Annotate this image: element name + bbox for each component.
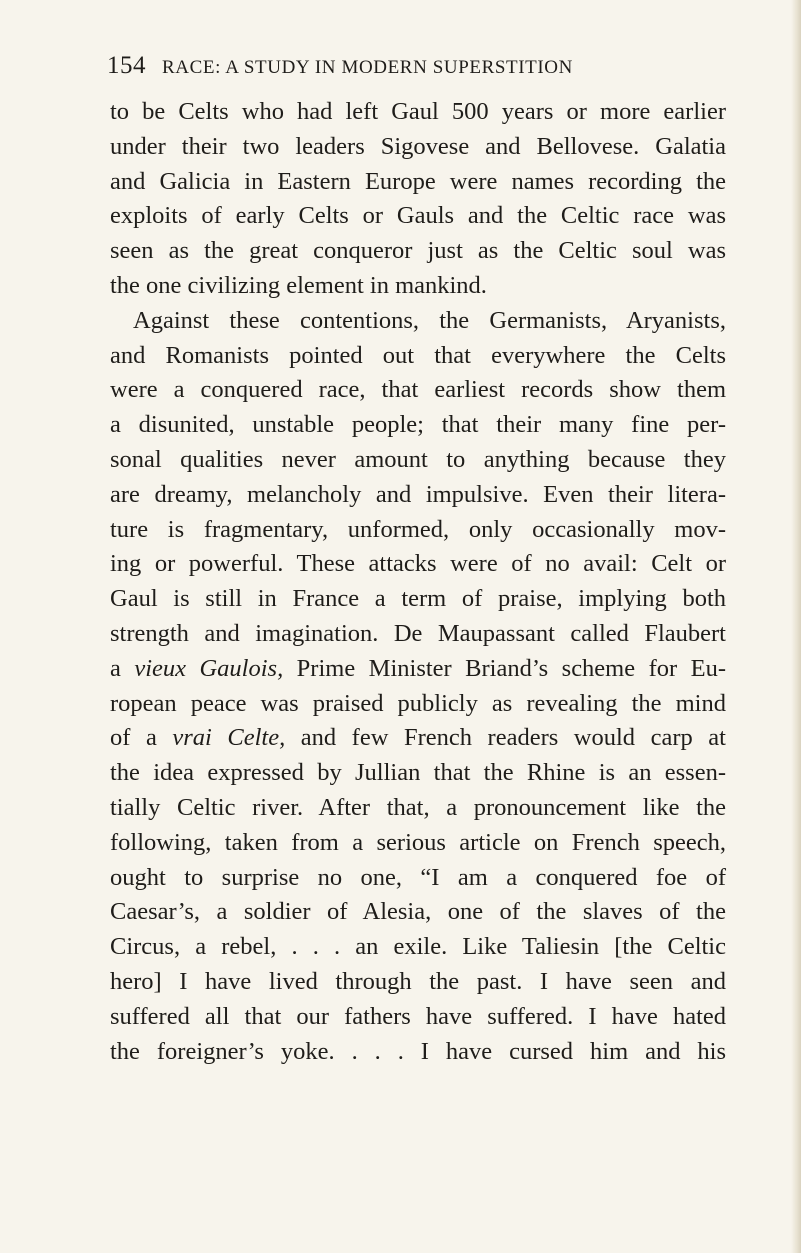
text-line: to be Celts who had left Gaul 500 years or more earlier (110, 98, 726, 125)
text-line-end: and few French readers would carp at (285, 724, 726, 752)
text-line: Caesar’s, a soldier of Alesia, one of the slaves of the (110, 898, 726, 926)
page-number: 154 (107, 52, 146, 79)
text-line: under their two leaders Sigovese and Bellovese. Galatia (110, 132, 726, 160)
text-line: ture is fragmentary, unformed, only occasionally mov- (110, 515, 726, 543)
text-line (110, 721, 726, 756)
page-edge-shadow (791, 0, 801, 1253)
text-line: are dreamy, melancholy and impulsive. Even their litera- (110, 480, 726, 508)
text-line: seen as the great conqueror just as the Celtic soul was (110, 237, 726, 265)
text-line-start: of a (110, 724, 173, 752)
text-line: strength and imagination. De Maupassant called Flaubert (110, 619, 726, 647)
text-line-end: Prime Minister Briand’s scheme for Eu- (283, 654, 726, 682)
text-line: following, taken from a serious article on French speech, (110, 828, 726, 856)
italic-phrase-vrai-celte: vrai Celte, (172, 724, 286, 752)
text-line-start: a (110, 654, 135, 682)
text-line: tially Celtic river. After that, a pronouncement like the (110, 793, 726, 821)
text-line: Gaul is still in France a term of praise, implying both (110, 585, 726, 613)
text-line (110, 652, 726, 687)
text-line: Against these contentions, the Germanists, Aryanists, (133, 306, 726, 334)
text-line: the idea expressed by Jullian that the Rhine is an essen- (110, 759, 726, 787)
running-title: RACE: A STUDY IN MODERN SUPERSTITION (162, 57, 573, 78)
text-line: and Romanists pointed out that everywhere the Celts (110, 341, 726, 369)
text-line: ing or powerful. These attacks were of no avail: Celt or (110, 550, 726, 578)
text-line: were a conquered race, that earliest records show them (110, 376, 726, 404)
text-line: ought to surprise no one, “I am a conquered foe of (110, 863, 726, 891)
text-line: ropean peace was praised publicly as revealing the mind (110, 689, 726, 717)
text-line: the one civilizing element in mankind. (110, 271, 487, 299)
text-line: the foreigner’s yoke. . . . I have cursed him and his (110, 1037, 726, 1065)
italic-phrase-vieux-gaulois: vieux Gaulois, (134, 654, 284, 682)
running-header (107, 52, 707, 92)
text-line: a disunited, unstable people; that their many fine per- (110, 411, 726, 439)
text-line: suffered all that our fathers have suffered. I have hated (110, 1002, 726, 1030)
body-text (110, 95, 726, 1069)
text-line: and Galicia in Eastern Europe were names recording the (110, 167, 726, 195)
text-line: hero] I have lived through the past. I have seen and (110, 967, 726, 995)
text-line: Circus, a rebel, . . . an exile. Like Taliesin [the Celtic (110, 933, 726, 961)
text-line: exploits of early Celts or Gauls and the Celtic race was (110, 202, 726, 230)
text-line: sonal qualities never amount to anything because they (110, 445, 726, 473)
